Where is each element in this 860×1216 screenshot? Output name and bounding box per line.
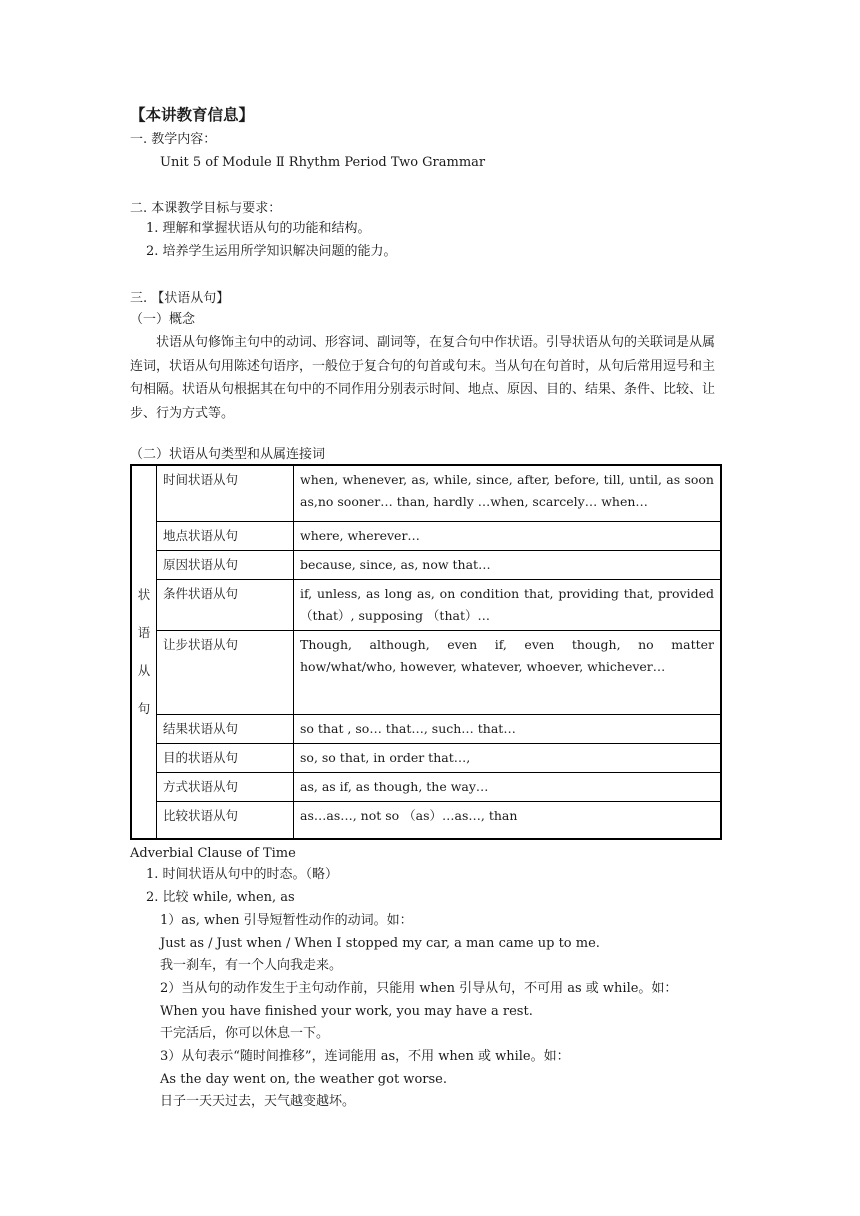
rule-text: 3）从句表示“随时间推移”，连词能用 as，不用 when 或 while。如： (160, 1049, 570, 1064)
example-en: When you have finished your work, you may have a rest. (160, 1004, 533, 1019)
conjunctions: where, wherever… (294, 521, 722, 550)
conjunctions: because, since, as, now that… (294, 550, 722, 579)
goal-item: 1. 理解和掌握状语从句的功能和结构。 (146, 221, 371, 236)
side-label-char: 句 (137, 701, 151, 716)
table-row (131, 521, 721, 550)
section3-heading: 三. 【状语从句】 (130, 291, 230, 306)
side-label-char: 从 (137, 663, 151, 678)
clause-type: 方式状语从句 (157, 772, 294, 801)
rule-text: 2）当从句的动作发生于主句动作前，只能用 when 引导从句，不可用 as 或 while。如： (160, 981, 678, 996)
time-point: 1. 时间状语从句中的时态。（略） (146, 867, 339, 882)
table-row (131, 465, 721, 521)
time-point: 2. 比较 while, when, as (146, 890, 295, 905)
clause-type: 结果状语从句 (157, 714, 294, 743)
example-cn: 日子一天天过去，天气越变越坏。 (160, 1094, 356, 1109)
rule-text: 1）as, when 引导短暂性动作的动词。如： (160, 913, 413, 928)
conjunctions: if, unless, as long as, on condition that, providing that, provided （that）, supposing （that）… (294, 579, 722, 630)
example-cn: 我一刹车，有一个人向我走来。 (160, 958, 343, 973)
table-row (131, 579, 721, 630)
conjunctions: Though, although, even if, even though, no matter how/what/who, however, whatever, whoever, whichever… (294, 630, 722, 714)
table-row (131, 743, 721, 772)
clause-type: 比较状语从句 (157, 801, 294, 839)
conjunctions: as, as if, as though, the way… (294, 772, 722, 801)
conjunctions: as…as…, not so （as）…as…, than (294, 801, 722, 839)
side-label-char: 状 (137, 587, 151, 602)
time-clause-heading: Adverbial Clause of Time (130, 846, 296, 861)
example-cn: 干完活后，你可以休息一下。 (160, 1026, 330, 1041)
table-row (131, 630, 721, 714)
section1-content: Unit 5 of Module Ⅱ Rhythm Period Two Grammar (160, 155, 486, 170)
table-row (131, 714, 721, 743)
example-en: Just as / Just when / When I stopped my car, a man came up to me. (160, 936, 600, 951)
conjunctions: when, whenever, as, while, since, after, before, till, until, as soon as,no sooner… than, hardly …when, scarcely… when… (294, 465, 722, 521)
side-label-cell (131, 465, 157, 839)
lesson-info-title: 【本讲教育信息】 (130, 105, 255, 124)
clause-type: 让步状语从句 (157, 630, 294, 714)
clause-type: 地点状语从句 (157, 521, 294, 550)
clause-type: 原因状语从句 (157, 550, 294, 579)
clause-types-table (130, 464, 722, 840)
table-row (131, 550, 721, 579)
concept-heading: （一）概念 (130, 312, 196, 327)
clause-type: 时间状语从句 (157, 465, 294, 521)
goal-item: 2. 培养学生运用所学知识解决问题的能力。 (146, 244, 397, 259)
conjunctions: so, so that, in order that…, (294, 743, 722, 772)
clause-type: 条件状语从句 (157, 579, 294, 630)
clause-type: 目的状语从句 (157, 743, 294, 772)
section1-heading: 一. 教学内容： (130, 132, 217, 147)
section2-heading: 二. 本课教学目标与要求： (130, 201, 282, 216)
concept-paragraph: 状语从句修饰主句中的动词、形容词、副词等，在复合句中作状语。引导状语从句的关联词是从属连词，状语从句用陈述句语序，一般位于复合句的句首或句末。当从句在句首时，从句后常用逗号和主句相隔。状语从句根据其在句中的不同作用分别表示时间、地点、原因、目的、结果、条件、比较、让步、行为方式等。 (130, 335, 716, 421)
table-row (131, 801, 721, 839)
types-heading: （二）状语从句类型和从属连接词 (130, 447, 326, 462)
conjunctions: so that , so… that…, such… that… (294, 714, 722, 743)
table-row (131, 772, 721, 801)
example-en: As the day went on, the weather got worse. (160, 1072, 447, 1087)
side-label-char: 语 (137, 625, 151, 640)
